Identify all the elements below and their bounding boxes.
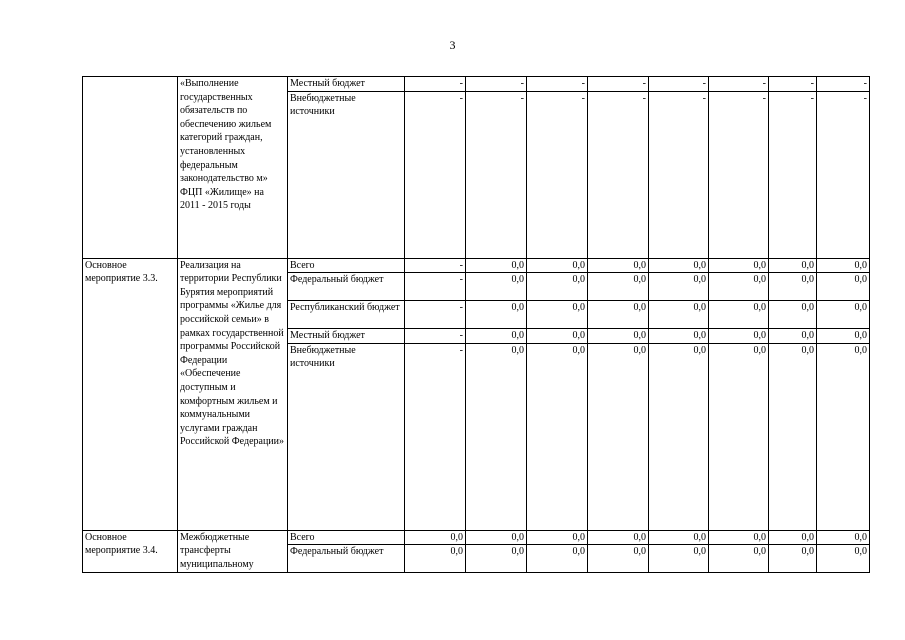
value-cell: 0,0 (588, 329, 649, 344)
value-cell: - (588, 91, 649, 258)
value-cell: 0,0 (649, 343, 709, 530)
value-cell: 0,0 (769, 545, 817, 573)
value-cell: 0,0 (769, 258, 817, 273)
value-cell: 0,0 (466, 545, 527, 573)
funding-source-cell: Федеральный бюджет (288, 273, 405, 301)
value-cell: 0,0 (588, 545, 649, 573)
measure-code-cell: Основное мероприятие 3.3. (83, 258, 178, 530)
funding-source-cell: Местный бюджет (288, 77, 405, 92)
value-cell: 0,0 (769, 343, 817, 530)
value-cell: - (649, 91, 709, 258)
value-cell: - (769, 77, 817, 92)
value-cell: 0,0 (709, 530, 769, 545)
value-cell: 0,0 (709, 273, 769, 301)
table-row (83, 530, 870, 545)
table-row (83, 77, 870, 92)
value-cell: - (405, 273, 466, 301)
value-cell: 0,0 (649, 329, 709, 344)
value-cell: - (817, 77, 870, 92)
measure-description-cell: Реализация на территории Республики Бурятия мероприятий программы «Жилье для российской семьи» в рамках государственной программы Российской Федерации «Обеспечение доступным и комфортным жильем и коммунальными услугами граждан Российской Федерации» (178, 258, 288, 530)
value-cell: 0,0 (466, 530, 527, 545)
value-cell: - (527, 91, 588, 258)
value-cell: - (466, 77, 527, 92)
funding-source-cell: Внебюджетные источники (288, 343, 405, 530)
funding-source-cell: Федеральный бюджет (288, 545, 405, 573)
funding-source-cell: Внебюджетные источники (288, 91, 405, 258)
value-cell: - (709, 77, 769, 92)
value-cell: - (405, 77, 466, 92)
value-cell: 0,0 (466, 301, 527, 329)
value-cell: 0,0 (466, 258, 527, 273)
value-cell: 0,0 (649, 258, 709, 273)
value-cell: 0,0 (405, 530, 466, 545)
funding-source-cell: Местный бюджет (288, 329, 405, 344)
value-cell: 0,0 (709, 301, 769, 329)
value-cell: 0,0 (466, 329, 527, 344)
value-cell: 0,0 (769, 329, 817, 344)
table-body (83, 77, 870, 573)
value-cell: 0,0 (466, 343, 527, 530)
funding-source-cell: Всего (288, 530, 405, 545)
value-cell: 0,0 (649, 545, 709, 573)
value-cell: 0,0 (649, 273, 709, 301)
value-cell: - (405, 301, 466, 329)
value-cell: 0,0 (817, 301, 870, 329)
value-cell: - (405, 329, 466, 344)
value-cell: 0,0 (709, 258, 769, 273)
value-cell: 0,0 (588, 258, 649, 273)
value-cell: - (817, 91, 870, 258)
value-cell: 0,0 (817, 545, 870, 573)
value-cell: 0,0 (588, 301, 649, 329)
value-cell: 0,0 (588, 343, 649, 530)
funding-source-cell: Республиканский бюджет (288, 301, 405, 329)
measure-code-cell: Основное мероприятие 3.4. (83, 530, 178, 573)
value-cell: - (649, 77, 709, 92)
value-cell: 0,0 (527, 329, 588, 344)
value-cell: 0,0 (817, 343, 870, 530)
value-cell: 0,0 (527, 530, 588, 545)
value-cell: 0,0 (709, 545, 769, 573)
value-cell: - (709, 91, 769, 258)
value-cell: 0,0 (588, 273, 649, 301)
value-cell: - (466, 91, 527, 258)
value-cell: 0,0 (527, 258, 588, 273)
value-cell: 0,0 (649, 301, 709, 329)
value-cell: 0,0 (817, 530, 870, 545)
value-cell: 0,0 (649, 530, 709, 545)
value-cell: - (588, 77, 649, 92)
measure-description-cell: Межбюджетные трансферты муниципальному (178, 530, 288, 573)
value-cell: - (527, 77, 588, 92)
value-cell: 0,0 (588, 530, 649, 545)
value-cell: 0,0 (769, 273, 817, 301)
measure-code-cell (83, 77, 178, 259)
measure-description-cell: «Выполнение государственных обязательств по обеспечению жильем категорий граждан, установленных федеральным законодательство м» ФЦП «Жилище» на 2011 - 2015 годы (178, 77, 288, 259)
value-cell: - (405, 343, 466, 530)
value-cell: 0,0 (466, 273, 527, 301)
value-cell: - (769, 91, 817, 258)
value-cell: 0,0 (405, 545, 466, 573)
value-cell: 0,0 (817, 329, 870, 344)
value-cell: 0,0 (527, 545, 588, 573)
budget-table (82, 76, 870, 573)
value-cell: 0,0 (817, 258, 870, 273)
value-cell: 0,0 (817, 273, 870, 301)
page-number: 3 (449, 38, 456, 52)
funding-source-cell: Всего (288, 258, 405, 273)
value-cell: 0,0 (527, 273, 588, 301)
table-row (83, 258, 870, 273)
value-cell: - (405, 258, 466, 273)
value-cell: 0,0 (769, 530, 817, 545)
value-cell: 0,0 (769, 301, 817, 329)
value-cell: 0,0 (527, 343, 588, 530)
value-cell: 0,0 (527, 301, 588, 329)
value-cell: - (405, 91, 466, 258)
value-cell: 0,0 (709, 329, 769, 344)
value-cell: 0,0 (709, 343, 769, 530)
